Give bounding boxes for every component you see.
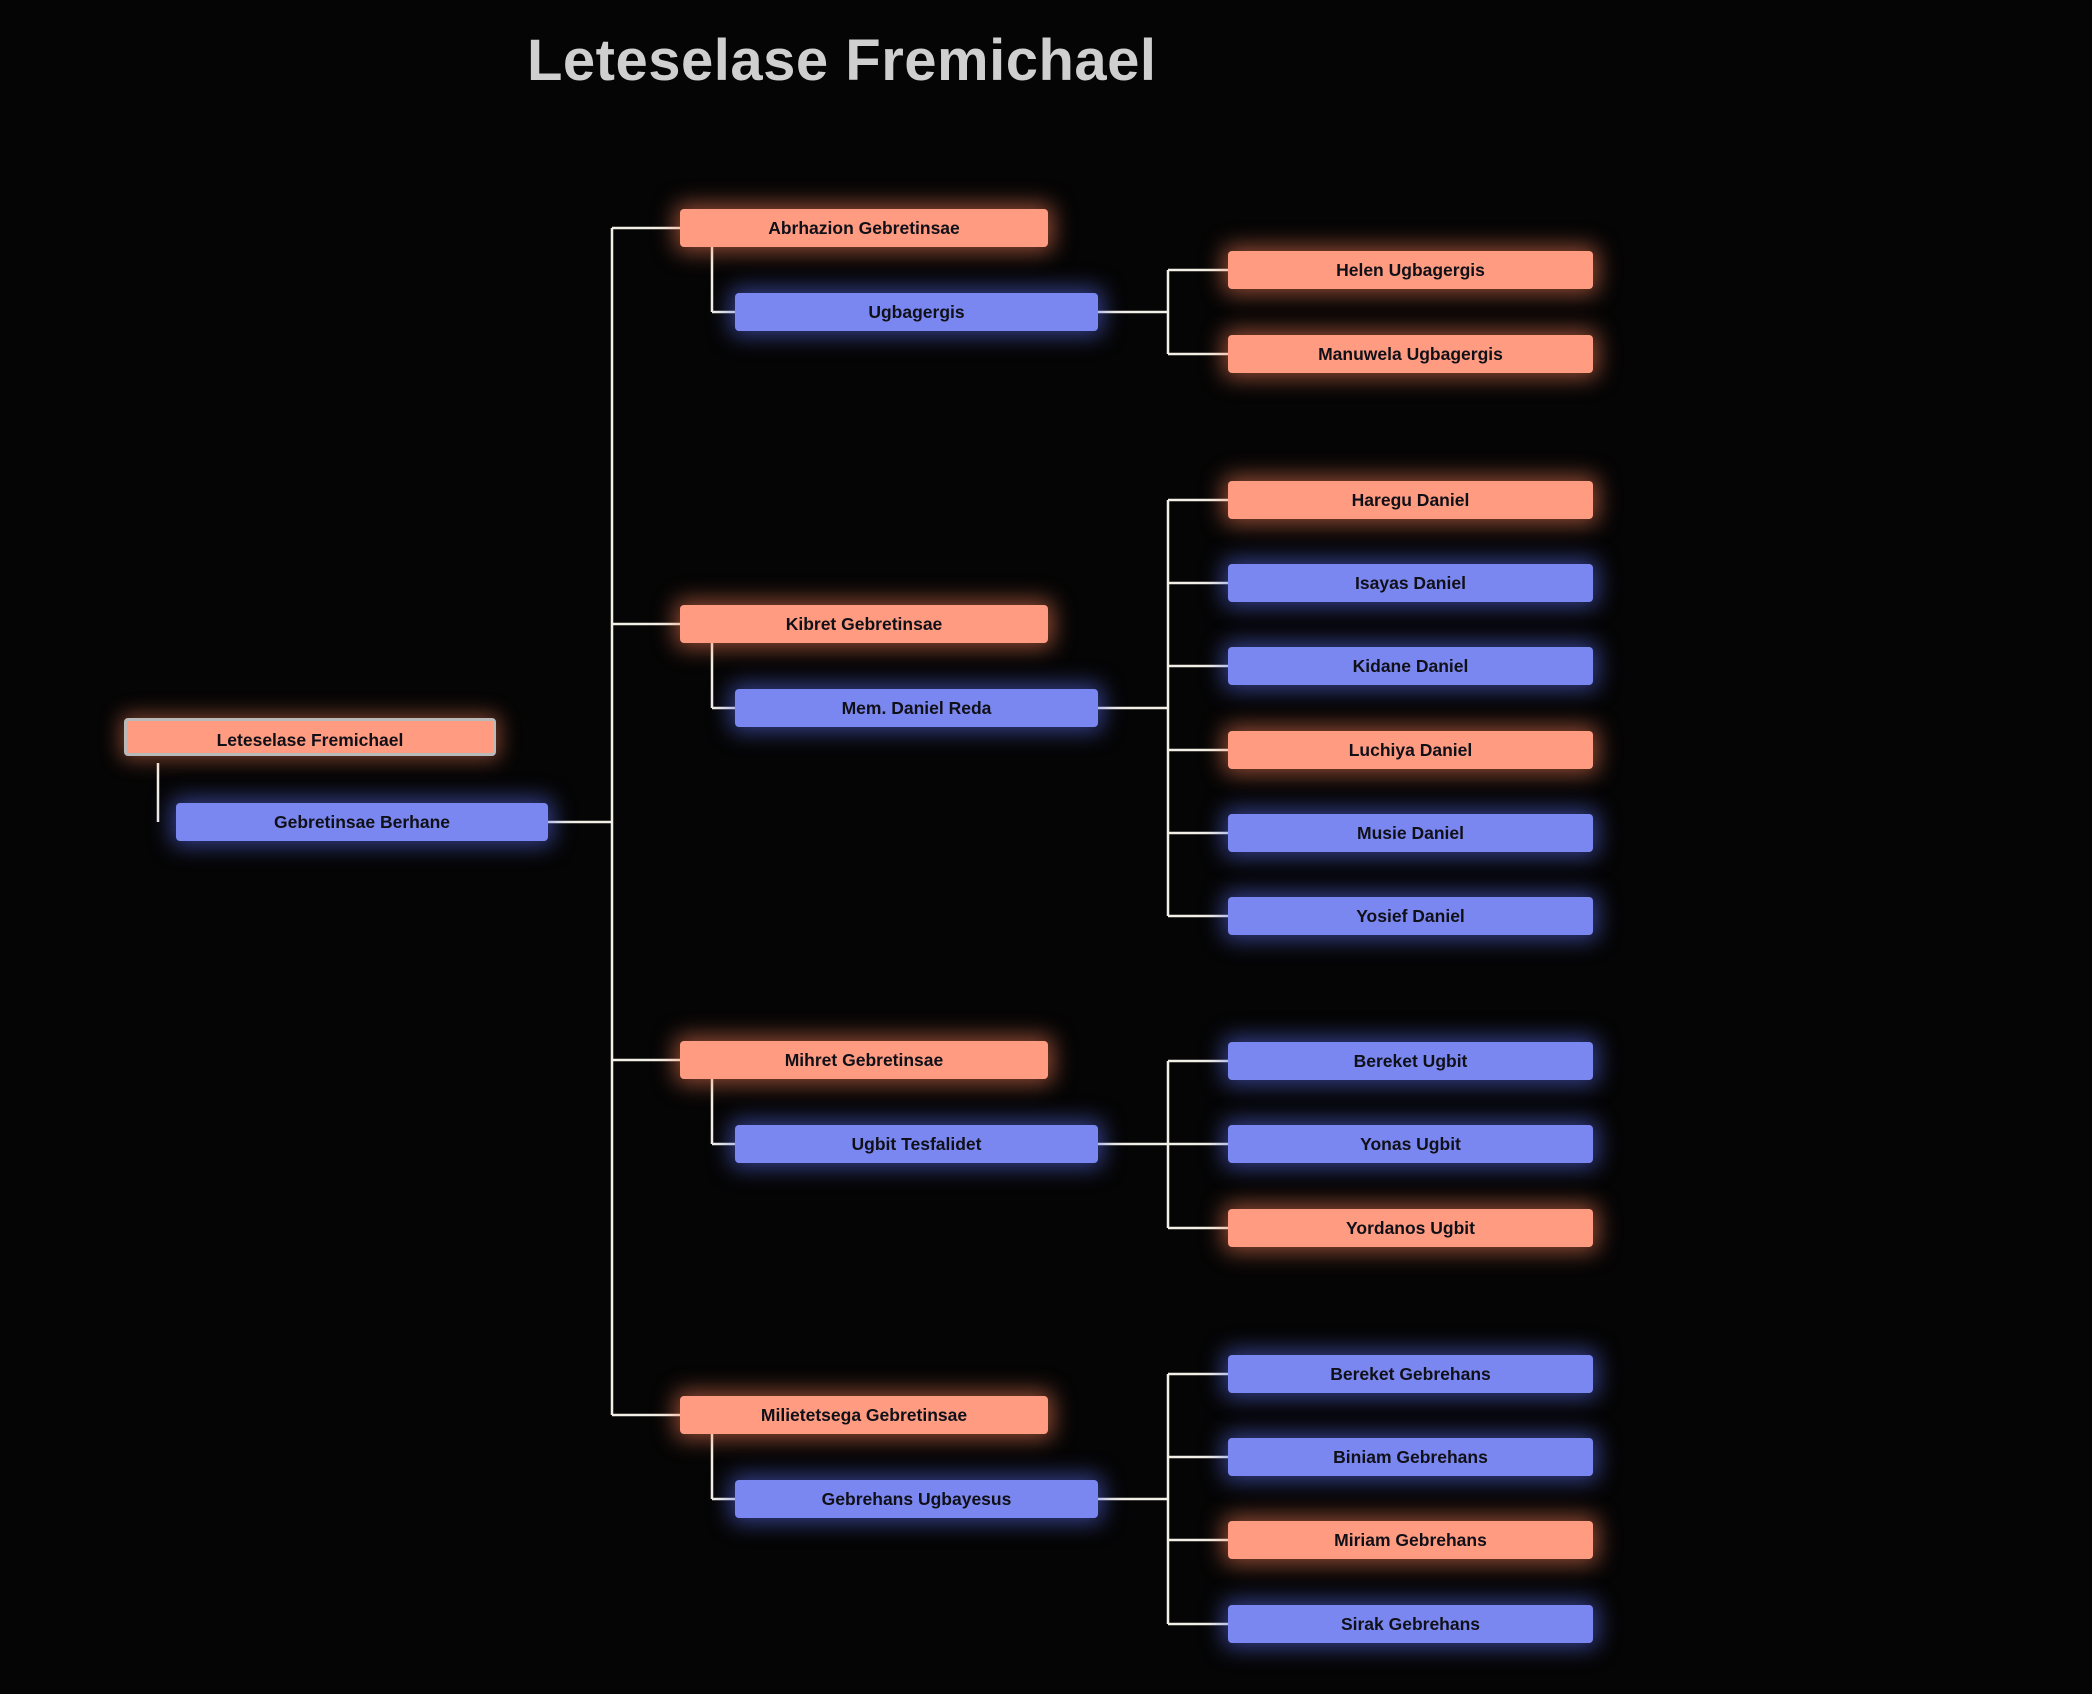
node-grandchild-haregu-daniel[interactable]: Haregu Daniel	[1228, 481, 1593, 519]
node-grandchild-miriam-gebrehans[interactable]: Miriam Gebrehans	[1228, 1521, 1593, 1559]
page-title: Leteselase Fremichael	[527, 28, 1157, 93]
node-grandchild-yonas-ugbit[interactable]: Yonas Ugbit	[1228, 1125, 1593, 1163]
node-grandchild-yordanos-ugbit[interactable]: Yordanos Ugbit	[1228, 1209, 1593, 1247]
node-grandchild-sirak-gebrehans[interactable]: Sirak Gebrehans	[1228, 1605, 1593, 1643]
node-grandchild-helen-ugbagergis[interactable]: Helen Ugbagergis	[1228, 251, 1593, 289]
node-grandchild-manuwela-ugbagergis[interactable]: Manuwela Ugbagergis	[1228, 335, 1593, 373]
node-child-milietetsega[interactable]: Milietetsega Gebretinsae	[680, 1396, 1048, 1434]
node-child-mihret[interactable]: Mihret Gebretinsae	[680, 1041, 1048, 1079]
node-grandchild-bereket-ugbit[interactable]: Bereket Ugbit	[1228, 1042, 1593, 1080]
node-spouse-ugbit-tesfalidet[interactable]: Ugbit Tesfalidet	[735, 1125, 1098, 1163]
node-root-person[interactable]: Leteselase Fremichael	[124, 718, 496, 756]
node-child-kibret[interactable]: Kibret Gebretinsae	[680, 605, 1048, 643]
node-grandchild-luchiya-daniel[interactable]: Luchiya Daniel	[1228, 731, 1593, 769]
node-root-spouse[interactable]: Gebretinsae Berhane	[176, 803, 548, 841]
node-grandchild-bereket-gebrehans[interactable]: Bereket Gebrehans	[1228, 1355, 1593, 1393]
node-grandchild-kidane-daniel[interactable]: Kidane Daniel	[1228, 647, 1593, 685]
node-spouse-daniel-reda[interactable]: Mem. Daniel Reda	[735, 689, 1098, 727]
node-grandchild-musie-daniel[interactable]: Musie Daniel	[1228, 814, 1593, 852]
node-spouse-gebrehans-ugbayesus[interactable]: Gebrehans Ugbayesus	[735, 1480, 1098, 1518]
node-child-abrhazion[interactable]: Abrhazion Gebretinsae	[680, 209, 1048, 247]
node-grandchild-biniam-gebrehans[interactable]: Biniam Gebrehans	[1228, 1438, 1593, 1476]
node-grandchild-yosief-daniel[interactable]: Yosief Daniel	[1228, 897, 1593, 935]
node-spouse-ugbagergis[interactable]: Ugbagergis	[735, 293, 1098, 331]
node-grandchild-isayas-daniel[interactable]: Isayas Daniel	[1228, 564, 1593, 602]
